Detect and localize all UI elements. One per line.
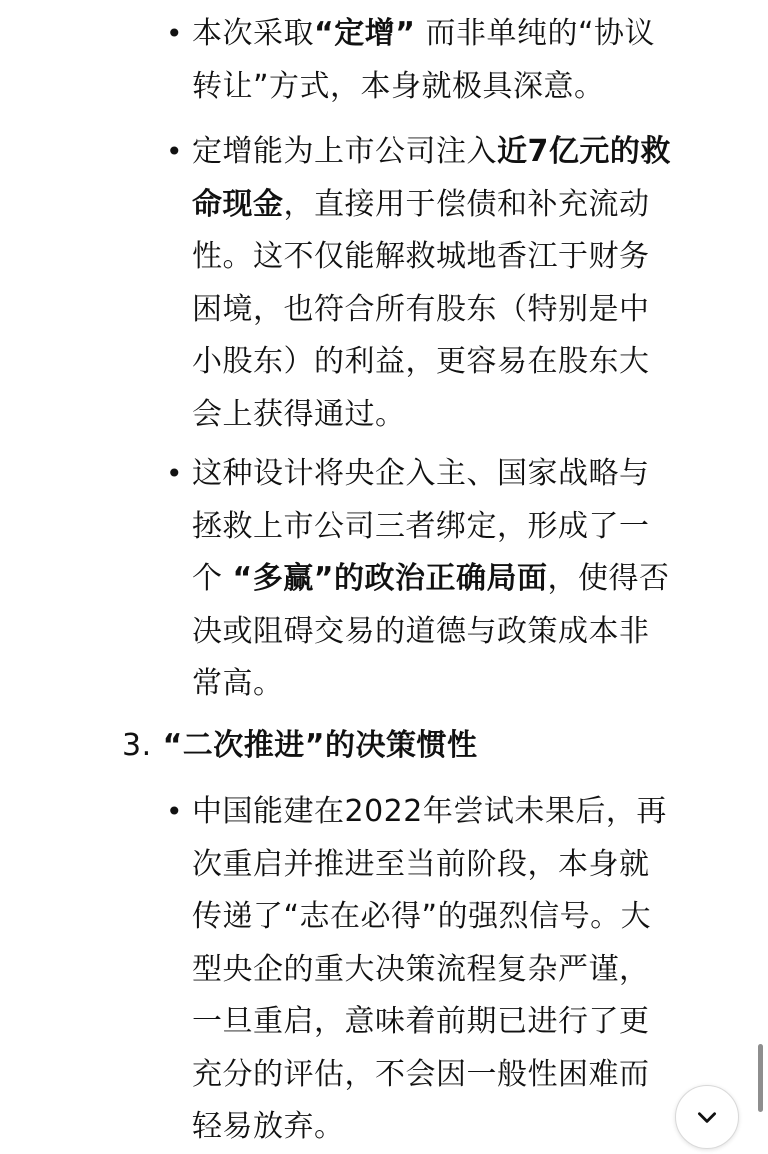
text-line	[192, 658, 732, 711]
text-line	[192, 389, 732, 442]
text-run: 拯救上市公司三者绑定，形成了一	[192, 508, 650, 544]
bullet-marker: •	[166, 17, 183, 50]
text-line	[192, 1049, 732, 1102]
text-run: 决或阻碍交易的道德与政策成本非	[192, 613, 650, 649]
scrollbar-thumb[interactable]	[758, 1044, 763, 1112]
bullet-marker: •	[166, 135, 183, 168]
text-run: ，直接用于偿债和补充流动	[283, 186, 650, 222]
text-run: 充分的评估，不会因一般性困难而	[192, 1056, 650, 1092]
bold-text: 命现金	[192, 186, 284, 222]
text-line	[192, 944, 732, 997]
bullet-marker: •	[166, 457, 183, 490]
text-run: 困境，也符合所有股东（特别是中	[192, 291, 650, 327]
text-line	[192, 8, 732, 61]
text-run: 小股东）的利益，更容易在股东大	[192, 344, 650, 379]
list-item-text	[192, 786, 732, 1154]
text-line	[192, 891, 732, 944]
text-run: 传递了“志在必得”的强烈信号。大	[192, 899, 652, 934]
text-run: 轻易放弃。	[192, 1109, 345, 1144]
list-item-text	[192, 8, 732, 113]
text-line	[192, 284, 732, 337]
text-run: 常高。	[192, 666, 284, 701]
text-run: 定增能为上市公司注入	[192, 134, 497, 169]
text-line	[192, 553, 732, 606]
text-line	[192, 448, 732, 501]
text-line	[192, 126, 732, 179]
bullet-marker: •	[166, 795, 183, 828]
text-line	[192, 1101, 732, 1154]
chevron-down-icon	[694, 1104, 720, 1130]
text-run: 而非单纯的“协议	[415, 16, 656, 51]
bold-text: 近7亿元的救	[497, 134, 671, 169]
text-run: ，使得否	[547, 561, 670, 596]
text-line	[192, 501, 732, 554]
bold-text: “定增”	[314, 16, 416, 51]
section-number: 3.	[122, 728, 152, 763]
text-run: 中国能建在2022年尝试未果后，再	[192, 794, 667, 829]
text-line	[192, 179, 732, 232]
text-line	[192, 996, 732, 1049]
text-line	[192, 336, 732, 389]
section-title: “二次推进”的决策惯性	[162, 728, 478, 763]
text-line	[192, 231, 732, 284]
text-run: 性。这不仅能解救城地香江于财务	[192, 239, 650, 274]
text-line	[192, 839, 732, 892]
list-item-text	[192, 448, 732, 711]
text-run: 会上获得通过。	[192, 396, 406, 432]
text-line	[192, 61, 732, 114]
text-run: 一旦重启，意味着前期已进行了更	[192, 1004, 650, 1039]
text-run: 次重启并推进至当前阶段，本身就	[192, 846, 650, 882]
text-line	[192, 606, 732, 659]
text-line	[192, 786, 732, 839]
text-run: 本次采取	[192, 16, 314, 51]
list-item-text	[192, 126, 732, 441]
bold-text: “多赢”的政治正确局面	[232, 561, 548, 596]
text-run: 型央企的重大决策流程复杂严谨，	[192, 951, 650, 987]
text-run: 个	[192, 561, 233, 596]
section-heading	[122, 720, 478, 772]
scroll-to-bottom-button[interactable]	[675, 1085, 739, 1149]
text-run: 这种设计将央企入主、国家战略与	[192, 456, 650, 491]
text-run: 转让”方式，本身就极具深意。	[192, 68, 605, 104]
